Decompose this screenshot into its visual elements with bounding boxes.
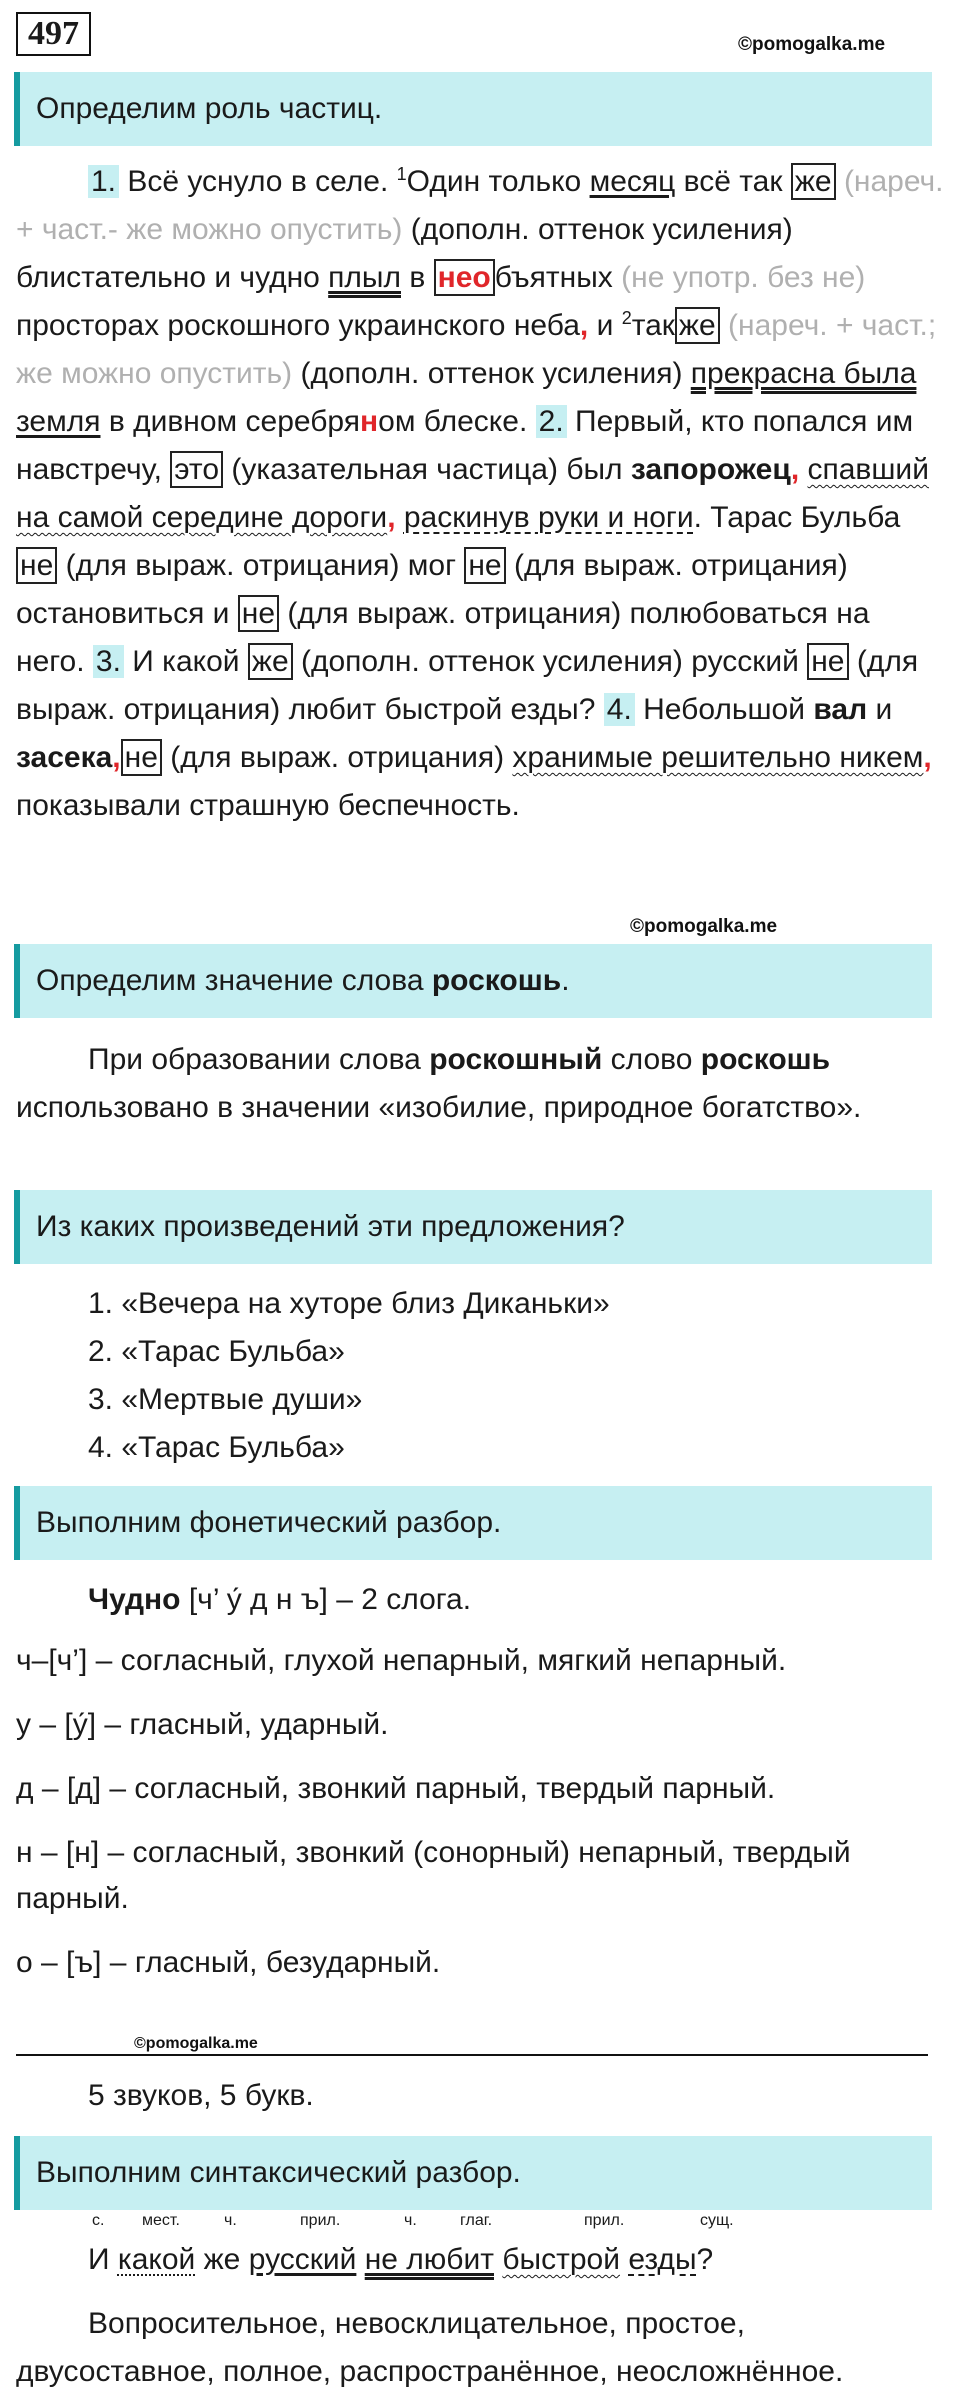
list-item: 3. «Мертвые души»	[88, 1383, 363, 1416]
phonetic-line: ч–[ч’] – согласный, глухой непарный, мягкий непарный.	[16, 1644, 787, 1677]
phonetic-line: д – [д] – согласный, звонкий парный, твердый парный.	[16, 1772, 776, 1805]
attribute-word: быстрой	[502, 2243, 620, 2276]
section-header-works: Из каких произведений эти предложения?	[14, 1190, 932, 1264]
phonetic-lines	[16, 1638, 944, 1986]
note: (не употр. без не)	[621, 261, 866, 294]
participle-phrase: хранимые решительно никем	[512, 741, 924, 774]
syntax-description: Вопросительное, невосклицательное, простое, двусоставное, полное, распространённое, неосложнённое.	[16, 2307, 844, 2388]
list-item: 2. «Тарас Бульба»	[88, 1335, 345, 1368]
works-list	[16, 1280, 944, 1472]
meaning-paragraph: При образовании слова роскошный слово роскошь использовано в значении «изобилие, природное богатство».	[16, 1043, 862, 1124]
phonetic-line: о – [ъ] – гласный, безударный.	[16, 1946, 441, 1979]
particle-box: же	[675, 307, 720, 344]
subject-word: месяц	[589, 165, 676, 198]
section-header-meaning: Определим значение слова роскошь.	[14, 944, 932, 1018]
sentence-number: 2.	[536, 405, 567, 438]
predicate-word: не любит	[364, 2243, 494, 2276]
pos-label: с.	[92, 2212, 105, 2229]
subject-word: земля	[16, 405, 101, 438]
phonetic-line: н – [н] – согласный, звонкий (сонорный) непарный, твердый парный.	[16, 1836, 851, 1915]
object-word: езды	[628, 2243, 697, 2276]
section-header-particles: Определим роль частиц.	[14, 72, 932, 146]
predicate-word: плыл	[328, 261, 401, 294]
sentence-number: 4.	[604, 693, 635, 726]
particle-box: не	[121, 739, 162, 776]
subject-word: запорожец	[630, 453, 791, 486]
attribute-word: какой	[117, 2243, 196, 2276]
particles-analysis-text: 1. Всё уснуло в селе. $^1$Один только месяц всё так же (нареч. + част.- же можно опустить) (дополн. оттенок усиления) блистательно и чудно плыл в нео бъятных (не употр. без не) просторах роскошного украинского неба, и $^2$так же (нареч. + част.; же можно опустить) (дополн. оттенок усиления) прекрасна была земля в дивном серебряном блеске. 2. Первый, кто попался им навстречу, это (указательная частица) был запорожец, спавший на самой середине дороги, раскинув руки и ноги. Тарас Бульба не (для выраж. отрицания) мог не (для выраж. отрицания) остановиться и не (для выраж. отрицания) полюбоваться на него. 3. И какой же (дополн. оттенок усиления) русский не (для выраж. отрицания) любит быстрой езды? 4. Небольшой вал и засека, не (для выраж. отрицания) хранимые решительно никем, показывали страшную беспечность.	[16, 164, 944, 822]
pos-label: прил.	[584, 2212, 625, 2229]
section-header-syntax: Выполним синтаксический разбор.	[14, 2136, 932, 2210]
sentence-number: 3.	[93, 645, 124, 678]
section-header-phonetic: Выполним фонетический разбор.	[14, 1486, 932, 1560]
divider	[16, 2054, 928, 2056]
particle-box: же	[248, 643, 293, 680]
list-item: 1. «Вечера на хуторе близ Диканьки»	[88, 1287, 610, 1320]
particle-prefix: нео	[434, 259, 495, 296]
particle-box: это	[170, 451, 223, 488]
pos-label: прил.	[300, 2212, 341, 2229]
participle-phrase: спавший на самой середине дороги	[16, 453, 929, 534]
watermark: ©pomogalka.me	[738, 34, 886, 55]
phonetic-summary: 5 звуков, 5 букв.	[88, 2079, 314, 2112]
task-number: 497	[16, 12, 91, 56]
pos-label: ч.	[224, 2212, 237, 2229]
particle-box: не	[238, 595, 279, 632]
pos-label: мест.	[142, 2212, 180, 2229]
note: (нареч. + част.; же можно опустить)	[16, 309, 937, 390]
sentence-number: 1.	[88, 165, 119, 198]
phonetic-heading: Чудно [ч’ у́ д н ъ] – 2 слога.	[88, 1583, 472, 1616]
pos-label: глаг.	[460, 2212, 493, 2229]
pos-label: сущ.	[700, 2212, 734, 2229]
note: (нареч. + част.- же можно опустить)	[16, 165, 944, 246]
watermark: ©pomogalka.me	[134, 2035, 258, 2052]
watermark: ©pomogalka.me	[630, 916, 778, 937]
particle-box: не	[16, 547, 57, 584]
subject-word: русский	[248, 2243, 357, 2276]
particle-box: не	[464, 547, 505, 584]
syntax-sentence: И какой же русский не любит быстрой езды?	[88, 2243, 714, 2276]
particle-box: же	[791, 163, 836, 200]
particle-box: не	[807, 643, 848, 680]
pos-label: ч.	[404, 2212, 417, 2229]
subject-word: вал	[813, 693, 868, 726]
phonetic-line: у – [у́] – гласный, ударный.	[16, 1708, 389, 1741]
adverbial-participle-phrase: раскинув руки и ноги	[403, 501, 694, 534]
list-item: 4. «Тарас Бульба»	[88, 1431, 345, 1464]
predicate-word: прекрасна была	[690, 357, 917, 390]
parts-of-speech-row	[0, 2212, 960, 2236]
subject-word: засека	[16, 741, 113, 774]
